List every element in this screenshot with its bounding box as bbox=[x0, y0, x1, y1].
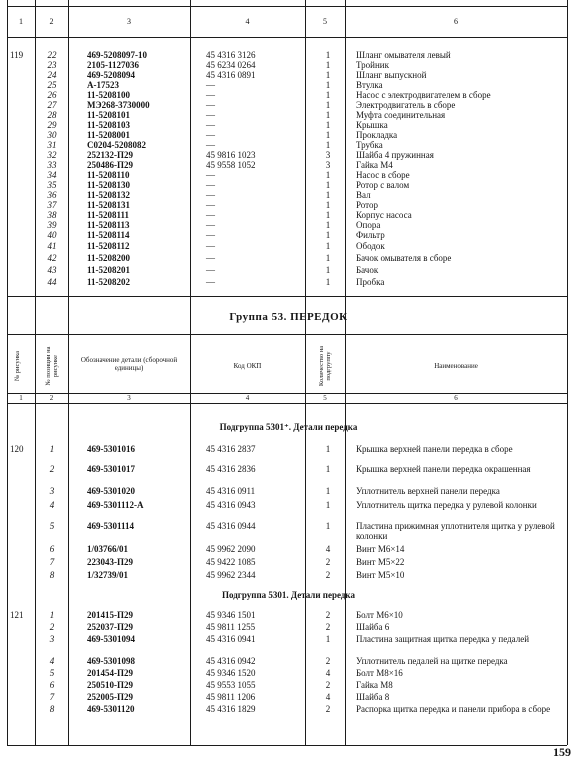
quantity-cell: 1 bbox=[325, 500, 331, 510]
quantity-cell: 1 bbox=[325, 130, 331, 140]
okp-code-cell: 45 9816 1023 bbox=[206, 150, 256, 160]
designation-cell: 201454-П29 bbox=[87, 668, 133, 678]
position-cell: 24 bbox=[47, 70, 57, 80]
okp-code-cell: — bbox=[206, 100, 215, 110]
header-figure-number: № рисунка bbox=[14, 350, 21, 382]
quantity-cell: 1 bbox=[325, 277, 331, 287]
okp-code-cell: 45 9558 1052 bbox=[206, 160, 256, 170]
name-cell: Тройник bbox=[356, 60, 389, 70]
header-position-number: № позиции на рисунке bbox=[45, 346, 59, 386]
column-number: 2 bbox=[49, 17, 54, 26]
okp-code-cell: 45 9553 1055 bbox=[206, 680, 256, 690]
name-cell: Насос в сборе bbox=[356, 170, 410, 180]
okp-code-cell: — bbox=[206, 230, 215, 240]
designation-cell: 11-5208100 bbox=[87, 90, 131, 100]
group-title: Группа 53. ПЕРЕДОК bbox=[229, 311, 348, 323]
quantity-cell: 1 bbox=[325, 60, 331, 70]
okp-code-cell: 45 4316 0942 bbox=[206, 656, 256, 666]
name-cell: Ротор с валом bbox=[356, 180, 410, 190]
header-quantity: Количество на подгруппу bbox=[318, 345, 332, 387]
subgroup-title: Подгруппа 5301⁺. Детали передка bbox=[219, 422, 358, 432]
name-cell: Крышка bbox=[356, 120, 388, 130]
column-number: 3 bbox=[127, 394, 131, 402]
header-name: Наименование bbox=[434, 362, 478, 370]
position-cell: 4 bbox=[49, 656, 55, 666]
okp-code-cell: 45 4316 0944 bbox=[206, 521, 256, 531]
name-cell: Винт М6×14 bbox=[356, 544, 405, 554]
position-cell: 5 bbox=[49, 521, 55, 531]
designation-cell: 11-5208101 bbox=[87, 110, 131, 120]
position-cell: 2 bbox=[49, 622, 55, 632]
okp-code-cell: — bbox=[206, 277, 215, 287]
position-cell: 27 bbox=[47, 100, 57, 110]
name-cell: Шланг выпускной bbox=[356, 70, 427, 80]
name-cell: Пластина защитная щитка передка у педалей bbox=[356, 634, 530, 644]
column-rule bbox=[345, 0, 346, 745]
position-cell: 39 bbox=[47, 220, 57, 230]
position-cell: 5 bbox=[49, 668, 55, 678]
column-rule bbox=[35, 0, 36, 745]
okp-code-cell: — bbox=[206, 190, 215, 200]
designation-cell: 11-5208114 bbox=[87, 230, 130, 240]
position-cell: 30 bbox=[47, 130, 57, 140]
name-cell: Болт М6×10 bbox=[356, 610, 403, 620]
position-cell: 31 bbox=[47, 140, 57, 150]
designation-cell: 11-5208111 bbox=[87, 210, 130, 220]
position-cell: 40 bbox=[47, 230, 57, 240]
designation-cell: 250486-П29 bbox=[87, 160, 133, 170]
position-cell: 33 bbox=[47, 160, 57, 170]
position-cell: 25 bbox=[47, 80, 57, 90]
quantity-cell: 4 bbox=[325, 692, 331, 702]
name-cell: Уплотнитель педалей на щитке передка bbox=[356, 656, 508, 666]
name-cell: Шайба 4 пружинная bbox=[356, 150, 434, 160]
designation-cell: 469-5301094 bbox=[87, 634, 135, 644]
okp-code-cell: 45 9962 2090 bbox=[206, 544, 256, 554]
okp-code-cell: 45 9811 1206 bbox=[206, 692, 256, 702]
designation-cell: 469-5301120 bbox=[87, 704, 135, 714]
column-number: 6 bbox=[454, 17, 458, 26]
column-number: 6 bbox=[454, 394, 458, 402]
quantity-cell: 1 bbox=[325, 110, 331, 120]
subgroup-title: Подгруппа 5301. Детали передка bbox=[222, 590, 355, 600]
okp-code-cell: — bbox=[206, 170, 215, 180]
name-cell: Шайба 8 bbox=[356, 692, 390, 702]
quantity-cell: 1 bbox=[325, 190, 331, 200]
position-cell: 22 bbox=[47, 50, 57, 60]
designation-cell: С0204-5208082 bbox=[87, 140, 146, 150]
quantity-cell: 2 bbox=[325, 557, 331, 567]
designation-cell: 469-5301020 bbox=[87, 486, 135, 496]
designation-cell: 11-5208132 bbox=[87, 190, 131, 200]
quantity-cell: 1 bbox=[325, 444, 331, 454]
quantity-cell: 1 bbox=[325, 486, 331, 496]
okp-code-cell: — bbox=[206, 120, 215, 130]
designation-cell: 469-5301098 bbox=[87, 656, 135, 666]
table-border-right bbox=[567, 0, 568, 745]
designation-cell: 469-5301017 bbox=[87, 464, 135, 474]
name-cell: Гайка М8 bbox=[356, 680, 393, 690]
name-cell: Пробка bbox=[356, 277, 385, 287]
designation-cell: 1/32739/01 bbox=[87, 570, 129, 580]
name-cell: Электродвигатель в сборе bbox=[356, 100, 456, 110]
position-cell: 2 bbox=[49, 464, 55, 474]
okp-code-cell: 45 4316 1829 bbox=[206, 704, 256, 714]
name-cell: Прокладка bbox=[356, 130, 398, 140]
designation-cell: 11-5208001 bbox=[87, 130, 131, 140]
okp-code-cell: — bbox=[206, 241, 215, 251]
quantity-cell: 1 bbox=[325, 200, 331, 210]
figure-number-cell: 121 bbox=[10, 610, 24, 620]
position-cell: 29 bbox=[47, 120, 57, 130]
okp-code-cell: — bbox=[206, 220, 215, 230]
position-cell: 38 bbox=[47, 210, 57, 220]
okp-code-cell: — bbox=[206, 80, 215, 90]
designation-cell: 252005-П29 bbox=[87, 692, 133, 702]
table-border-left bbox=[7, 0, 8, 745]
name-cell: Уплотнитель щитка передка у рулевой колонки bbox=[356, 500, 537, 510]
position-cell: 34 bbox=[47, 170, 57, 180]
quantity-cell: 1 bbox=[325, 180, 331, 190]
position-cell: 1 bbox=[49, 444, 55, 454]
position-cell: 35 bbox=[47, 180, 57, 190]
okp-code-cell: — bbox=[206, 90, 215, 100]
designation-cell: 252037-П29 bbox=[87, 622, 133, 632]
figure-number-cell: 120 bbox=[10, 444, 24, 454]
designation-cell: 11-5208103 bbox=[87, 120, 131, 130]
designation-cell: 11-5208201 bbox=[87, 265, 131, 275]
name-cell: Втулка bbox=[356, 80, 383, 90]
column-number: 1 bbox=[19, 17, 23, 26]
designation-cell: 223043-П29 bbox=[87, 557, 133, 567]
okp-code-cell: 45 4316 2837 bbox=[206, 444, 256, 454]
designation-cell: МЭ268-3730000 bbox=[87, 100, 150, 110]
okp-code-cell: — bbox=[206, 110, 215, 120]
designation-cell: 1/03766/01 bbox=[87, 544, 129, 554]
quantity-cell: 2 bbox=[325, 610, 331, 620]
designation-cell: 201415-П29 bbox=[87, 610, 133, 620]
quantity-cell: 1 bbox=[325, 80, 331, 90]
quantity-cell: 3 bbox=[325, 150, 331, 160]
column-number: 5 bbox=[323, 17, 327, 26]
okp-code-cell: 45 4316 2836 bbox=[206, 464, 256, 474]
okp-code-cell: 45 9962 2344 bbox=[206, 570, 256, 580]
okp-code-cell: 45 4316 0891 bbox=[206, 70, 256, 80]
quantity-cell: 2 bbox=[325, 704, 331, 714]
quantity-cell: 1 bbox=[325, 140, 331, 150]
section-rule bbox=[7, 296, 567, 297]
page-number: 159 bbox=[553, 745, 571, 759]
designation-cell: 469-5301114 bbox=[87, 521, 135, 531]
position-cell: 4 bbox=[49, 500, 55, 510]
position-cell: 32 bbox=[47, 150, 57, 160]
designation-cell: 11-5208112 bbox=[87, 241, 130, 251]
quantity-cell: 1 bbox=[325, 265, 331, 275]
position-cell: 36 bbox=[47, 190, 57, 200]
name-cell: Вал bbox=[356, 190, 371, 200]
header-rule bbox=[7, 403, 567, 404]
table-bottom-border bbox=[7, 745, 567, 746]
column-number: 2 bbox=[49, 394, 54, 402]
name-cell: Крышка верхней панели передка окрашенная bbox=[356, 464, 531, 474]
header-rule bbox=[7, 334, 567, 335]
name-cell: Ободок bbox=[356, 241, 385, 251]
okp-code-cell: 45 6234 0264 bbox=[206, 60, 256, 70]
quantity-cell: 2 bbox=[325, 656, 331, 666]
designation-cell: 11-5208202 bbox=[87, 277, 131, 287]
quantity-cell: 1 bbox=[325, 90, 331, 100]
quantity-cell: 1 bbox=[325, 220, 331, 230]
position-cell: 42 bbox=[47, 253, 57, 263]
designation-cell: 11-5208200 bbox=[87, 253, 131, 263]
quantity-cell: 1 bbox=[325, 634, 331, 644]
okp-code-cell: 45 9346 1501 bbox=[206, 610, 256, 620]
name-cell: Гайка М4 bbox=[356, 160, 393, 170]
position-cell: 6 bbox=[49, 680, 55, 690]
designation-cell: 2105-1127036 bbox=[87, 60, 140, 70]
designation-cell: 250510-П29 bbox=[87, 680, 133, 690]
quantity-cell: 2 bbox=[325, 680, 331, 690]
name-cell: Пластина прижимная уплотнителя щитка у рулевой колонки bbox=[356, 521, 555, 541]
name-cell: Трубка bbox=[356, 140, 383, 150]
header-rule bbox=[7, 37, 567, 38]
okp-code-cell: — bbox=[206, 130, 215, 140]
okp-code-cell: 45 4316 3126 bbox=[206, 50, 256, 60]
quantity-cell: 2 bbox=[325, 622, 331, 632]
okp-code-cell: 45 4316 0943 bbox=[206, 500, 256, 510]
designation-cell: 469-5208097-10 bbox=[87, 50, 147, 60]
name-cell: Крышка верхней панели передка в сборе bbox=[356, 444, 513, 454]
name-cell: Винт М5×10 bbox=[356, 570, 405, 580]
name-cell: Уплотнитель верхней панели передка bbox=[356, 486, 500, 496]
designation-cell: 11-5208110 bbox=[87, 170, 130, 180]
column-number: 4 bbox=[245, 394, 250, 402]
name-cell: Ротор bbox=[356, 200, 378, 210]
name-cell: Муфта соединительная bbox=[356, 110, 446, 120]
position-cell: 28 bbox=[47, 110, 57, 120]
okp-code-cell: 45 4316 0911 bbox=[206, 486, 256, 496]
position-cell: 43 bbox=[47, 265, 57, 275]
position-cell: 7 bbox=[49, 692, 55, 702]
quantity-cell: 4 bbox=[325, 668, 331, 678]
name-cell: Фильтр bbox=[356, 230, 385, 240]
column-rule bbox=[190, 0, 191, 745]
quantity-cell: 2 bbox=[325, 570, 331, 580]
okp-code-cell: — bbox=[206, 210, 215, 220]
position-cell: 8 bbox=[49, 704, 55, 714]
quantity-cell: 1 bbox=[325, 170, 331, 180]
okp-code-cell: — bbox=[206, 265, 215, 275]
quantity-cell: 1 bbox=[325, 120, 331, 130]
name-cell: Шланг омывателя левый bbox=[356, 50, 451, 60]
name-cell: Бачок bbox=[356, 265, 379, 275]
okp-code-cell: 45 9422 1085 bbox=[206, 557, 256, 567]
designation-cell: 469-5301016 bbox=[87, 444, 135, 454]
header-okp-code: Код ОКП bbox=[233, 362, 262, 370]
position-cell: 44 bbox=[47, 277, 57, 287]
okp-code-cell: — bbox=[206, 140, 215, 150]
position-cell: 6 bbox=[49, 544, 55, 554]
name-cell: Насос с электродвигателем в сборе bbox=[356, 90, 491, 100]
position-cell: 37 bbox=[47, 200, 57, 210]
okp-code-cell: 45 9811 1255 bbox=[206, 622, 256, 632]
quantity-cell: 1 bbox=[325, 521, 331, 531]
name-cell: Шайба 6 bbox=[356, 622, 390, 632]
position-cell: 41 bbox=[47, 241, 57, 251]
quantity-cell: 3 bbox=[325, 160, 331, 170]
quantity-cell: 1 bbox=[325, 50, 331, 60]
name-cell: Бачок омывателя в сборе bbox=[356, 253, 452, 263]
position-cell: 23 bbox=[47, 60, 57, 70]
quantity-cell: 4 bbox=[325, 544, 331, 554]
column-number: 1 bbox=[19, 394, 23, 402]
okp-code-cell: 45 9346 1520 bbox=[206, 668, 256, 678]
quantity-cell: 1 bbox=[325, 230, 331, 240]
position-cell: 8 bbox=[49, 570, 55, 580]
designation-cell: 469-5208094 bbox=[87, 70, 135, 80]
quantity-cell: 1 bbox=[325, 70, 331, 80]
quantity-cell: 1 bbox=[325, 210, 331, 220]
designation-cell: 11-5208131 bbox=[87, 200, 131, 210]
column-rule bbox=[68, 0, 69, 745]
okp-code-cell: — bbox=[206, 200, 215, 210]
name-cell: Болт М8×16 bbox=[356, 668, 403, 678]
column-rule bbox=[305, 0, 306, 745]
column-number: 3 bbox=[127, 17, 131, 26]
okp-code-cell: — bbox=[206, 180, 215, 190]
name-cell: Опора bbox=[356, 220, 381, 230]
designation-cell: 252132-П29 bbox=[87, 150, 133, 160]
designation-cell: 469-5301112-А bbox=[87, 500, 144, 510]
header-designation: Обозначение детали (сборочной единицы) bbox=[80, 356, 178, 372]
name-cell: Винт М5×22 bbox=[356, 557, 405, 567]
position-cell: 3 bbox=[49, 634, 55, 644]
table-top-border bbox=[7, 6, 567, 7]
position-cell: 1 bbox=[49, 610, 55, 620]
name-cell: Корпус насоса bbox=[356, 210, 412, 220]
position-cell: 26 bbox=[47, 90, 57, 100]
figure-number-cell: 119 bbox=[10, 50, 24, 60]
designation-cell: 11-5208113 bbox=[87, 220, 130, 230]
quantity-cell: 1 bbox=[325, 100, 331, 110]
column-number: 5 bbox=[323, 394, 327, 402]
quantity-cell: 1 bbox=[325, 253, 331, 263]
okp-code-cell: 45 4316 0941 bbox=[206, 634, 256, 644]
quantity-cell: 1 bbox=[325, 241, 331, 251]
designation-cell: 11-5208130 bbox=[87, 180, 131, 190]
position-cell: 3 bbox=[49, 486, 55, 496]
name-cell: Распорка щитка передка и панели прибора в сборе bbox=[356, 704, 551, 714]
okp-code-cell: — bbox=[206, 253, 215, 263]
designation-cell: А-17523 bbox=[87, 80, 119, 90]
quantity-cell: 1 bbox=[325, 464, 331, 474]
column-number: 4 bbox=[245, 17, 250, 26]
position-cell: 7 bbox=[49, 557, 55, 567]
